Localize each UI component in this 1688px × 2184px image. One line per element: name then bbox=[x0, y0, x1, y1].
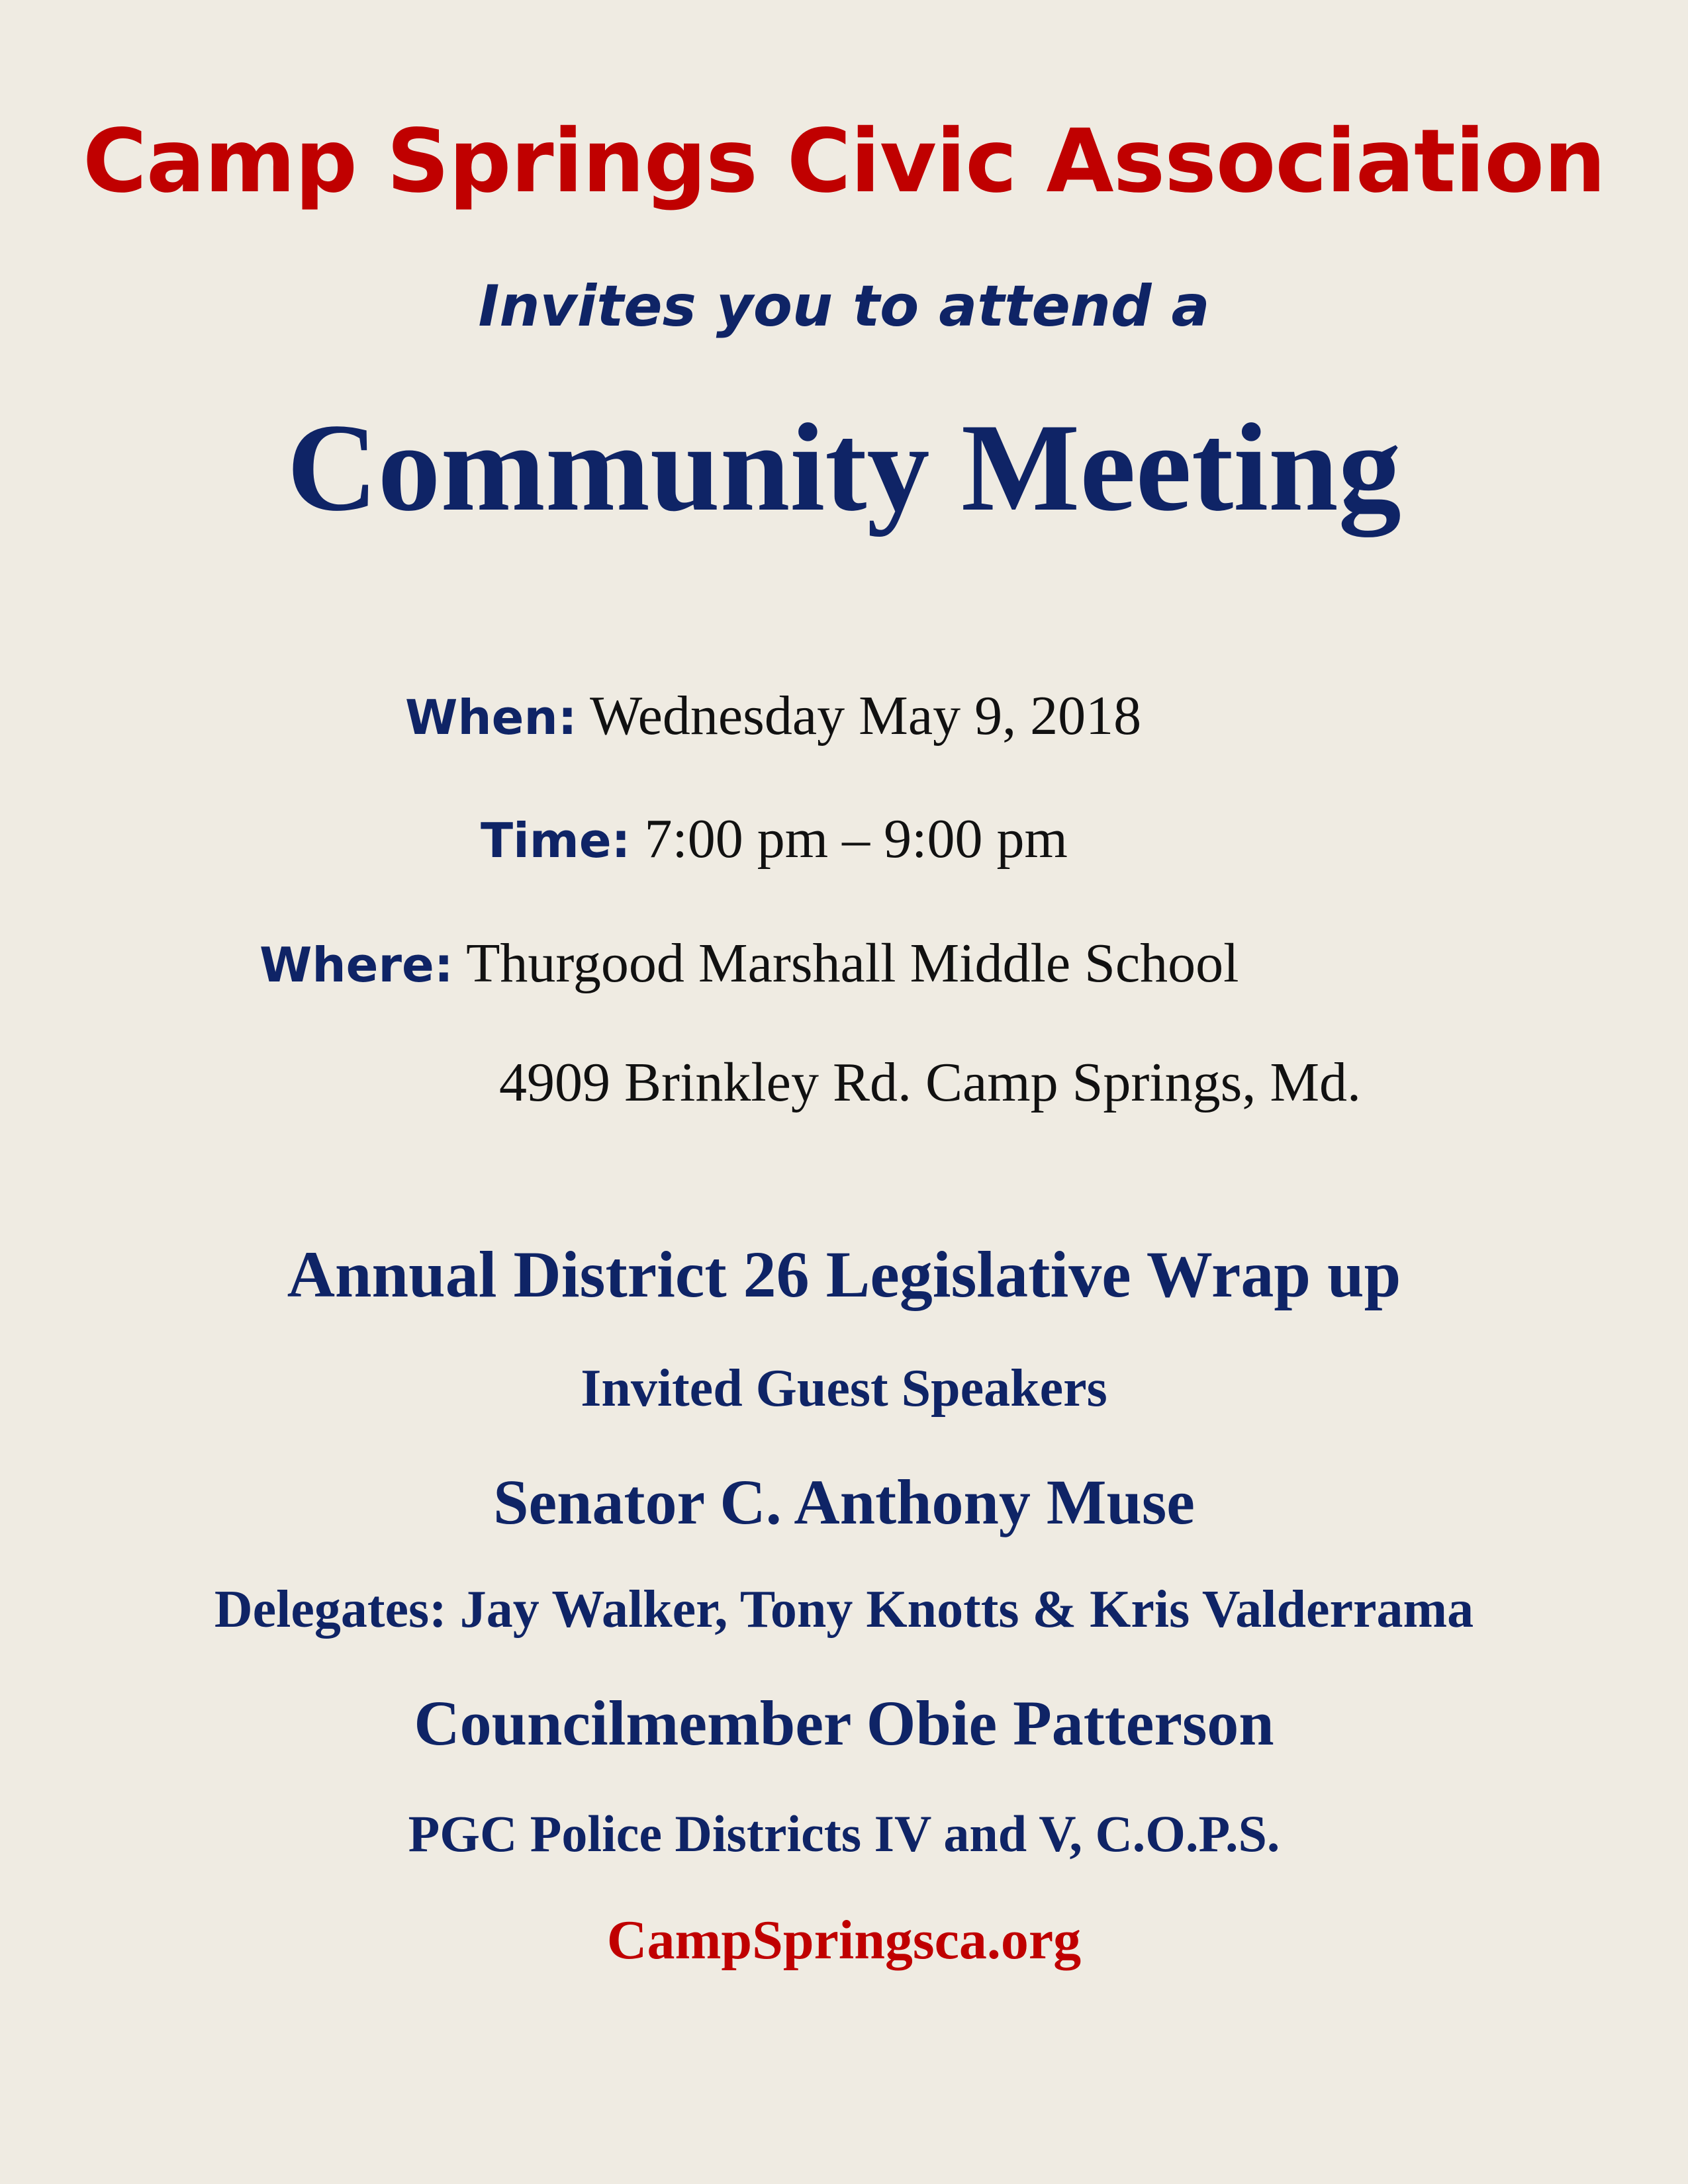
time-row bbox=[481, 808, 1068, 870]
where-label: Where: bbox=[259, 937, 453, 993]
speaker-delegates: Delegates: Jay Walker, Tony Knotts & Kris Valderrama bbox=[214, 1580, 1474, 1639]
organization-title: Camp Springs Civic Association bbox=[83, 111, 1605, 212]
guests-heading: Invited Guest Speakers bbox=[581, 1359, 1107, 1418]
website-link[interactable]: CampSpringsca.org bbox=[606, 1909, 1082, 1971]
speaker-councilmember: Councilmember Obie Patterson bbox=[414, 1688, 1274, 1758]
invitation-subtitle: Invites you to attend a bbox=[478, 273, 1210, 340]
speaker-police: PGC Police Districts IV and V, C.O.P.S. bbox=[408, 1805, 1280, 1862]
time-label: Time: bbox=[481, 813, 631, 868]
address-line: 4909 Brinkley Rd. Camp Springs, Md. bbox=[499, 1052, 1362, 1113]
where-row bbox=[259, 933, 1239, 994]
speaker-senator: Senator C. Anthony Muse bbox=[493, 1467, 1195, 1537]
time-value: 7:00 pm – 9:00 pm bbox=[644, 808, 1068, 870]
when-value: Wednesday May 9, 2018 bbox=[590, 685, 1142, 747]
when-row bbox=[405, 685, 1142, 747]
meeting-topic: Annual District 26 Legislative Wrap up bbox=[287, 1238, 1401, 1311]
when-label: When: bbox=[405, 690, 577, 745]
event-title: Community Meeting bbox=[287, 398, 1401, 537]
where-value: Thurgood Marshall Middle School bbox=[466, 933, 1239, 994]
